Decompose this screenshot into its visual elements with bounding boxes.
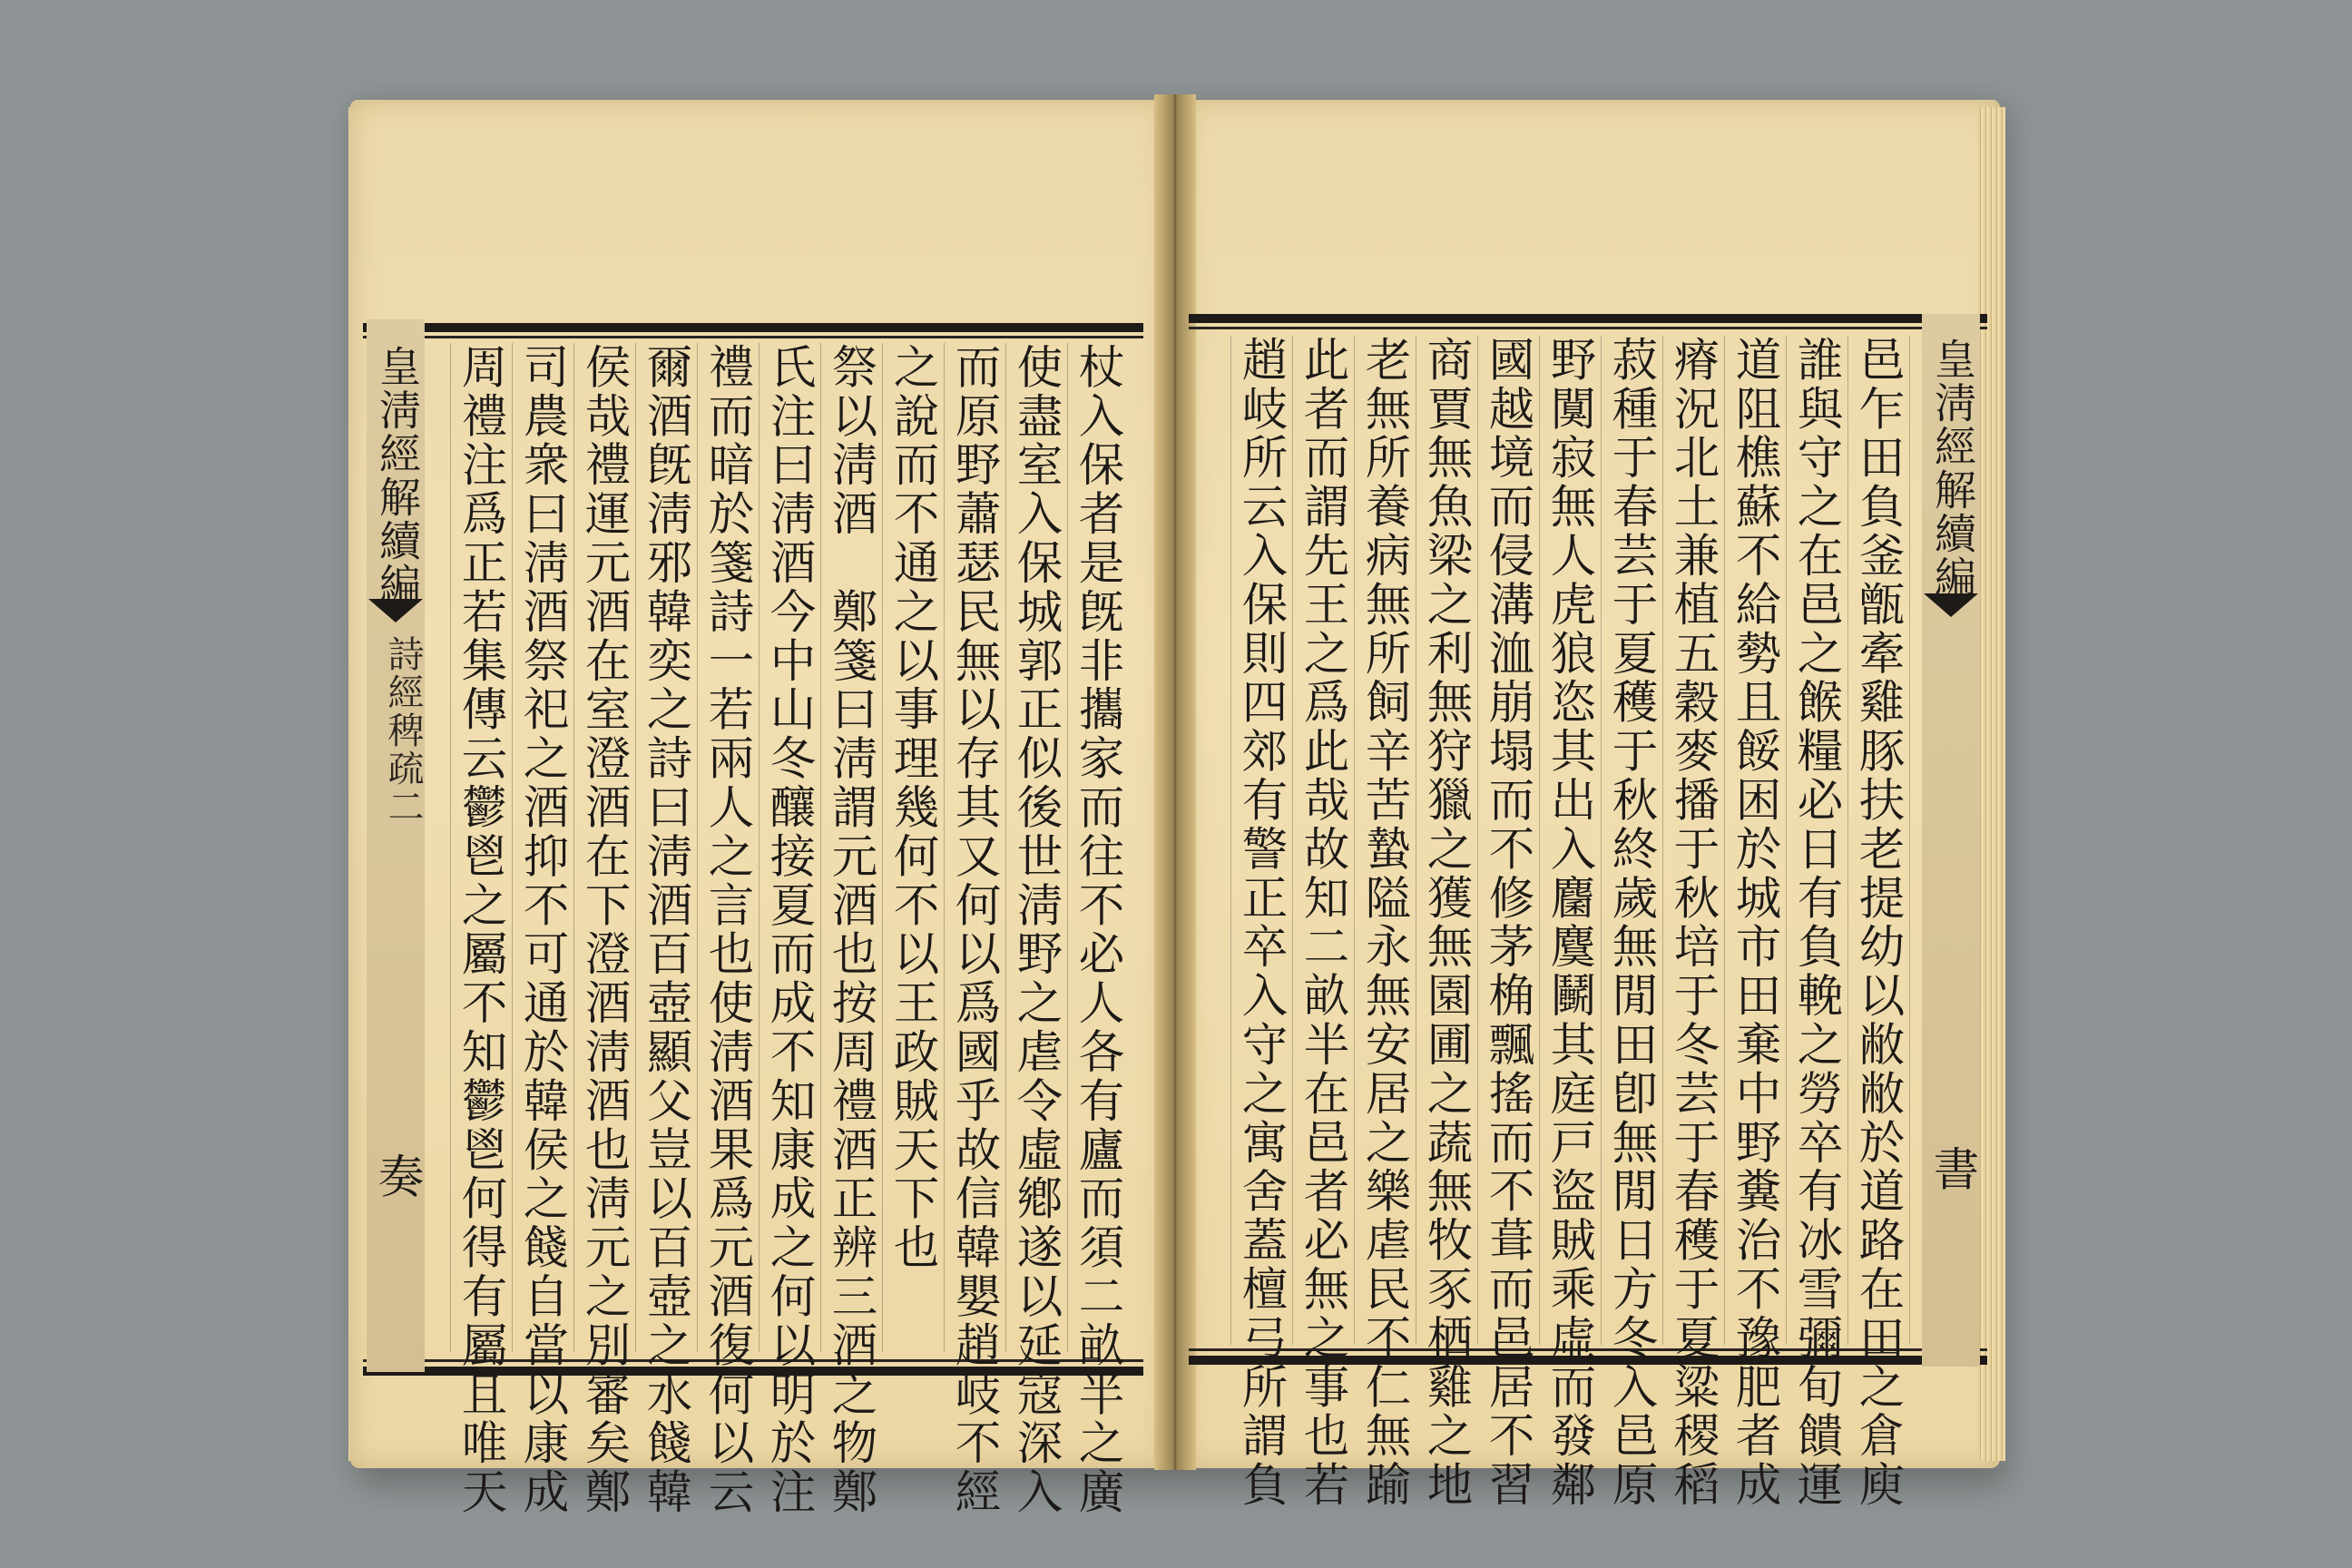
left-column-11	[454, 343, 508, 1517]
right-column-10	[1296, 336, 1350, 1510]
right-column-4-text: 瘠況北土兼植五穀麥播于秋培于冬芸于春穫于夏粱稷稻	[1667, 336, 1720, 1510]
right-folio-text: 書	[1926, 1145, 1980, 1194]
left-column-8-text: 爾酒旣淸邪韓奕之詩曰淸酒百壺顯父豈以百壺之水餞韓	[640, 343, 693, 1517]
left-edge-subtitle	[374, 635, 432, 826]
left-edge-subtitle-text: 詩經稗疏二	[382, 635, 424, 826]
right-column-rule	[1847, 336, 1848, 1345]
right-column-rule	[1477, 336, 1478, 1345]
left-column-9-text: 侯哉禮運元酒在室澄酒在下澄酒淸酒也淸元之別審矣鄭	[578, 343, 632, 1517]
left-column-8	[639, 343, 693, 1517]
right-column-5	[1604, 336, 1659, 1510]
left-column-rule	[820, 343, 821, 1352]
left-column-11-text: 周禮注爲正若集傳云鬱鬯之屬不知鬱鬯何得有屬且唯天	[455, 343, 508, 1517]
left-top-rule	[363, 323, 1143, 332]
left-column-1	[1071, 343, 1125, 1517]
right-column-6-text: 野闃寂無人虎狼恣其出入麕麌鬭其庭戸盜賊乘虛而發鄰	[1544, 336, 1597, 1510]
right-column-1	[1851, 336, 1906, 1510]
left-column-rule	[573, 343, 574, 1352]
right-column-rule	[1539, 336, 1540, 1345]
left-column-9	[577, 343, 632, 1517]
right-column-1-text: 邑乍田負釜甑牽雞豚扶老提幼以敝敝於道路在田之倉庾	[1852, 336, 1906, 1510]
right-column-10-text: 此者而謂先王之爲此哉故知二畝半在邑者必無之事也若	[1297, 336, 1350, 1510]
right-column-11-text: 趙岐所云入保則四郊有警正卒入守之寓舍蓋檀弓所謂負	[1235, 336, 1289, 1510]
right-column-9	[1357, 336, 1412, 1510]
left-top-rule-thin	[363, 336, 1143, 338]
right-column-8-text: 商賈無魚梁之利無狩獵之獲無園圃之蔬無牧豕栖雞之地	[1420, 336, 1474, 1510]
left-column-1-text: 杖入保者是旣非攜家而往不必人各有廬而須二畝半之廣	[1072, 343, 1125, 1517]
left-folio	[370, 1152, 425, 1201]
right-column-3-text: 道阻樵蘇不給勢且餒困於城市田棄中野糞治不豫肥者成	[1729, 336, 1782, 1510]
left-column-5	[824, 343, 878, 1517]
right-column-11	[1234, 336, 1289, 1510]
left-column-rule	[697, 343, 698, 1352]
right-edge-title-text: 皇淸經解續編	[1928, 338, 1977, 599]
left-column-rule	[450, 343, 451, 1352]
left-column-3-text: 而原野蕭瑟民無以存其又何以爲國乎故信韓嬰趙岐不經	[948, 343, 1002, 1517]
right-column-rule	[1724, 336, 1725, 1345]
right-column-7	[1481, 336, 1535, 1510]
left-column-3	[947, 343, 1002, 1517]
right-column-6	[1543, 336, 1597, 1510]
left-column-6-text: 氏注曰淸酒今中山冬釀接夏而成不知康成之何以明於注	[763, 343, 817, 1517]
right-column-2	[1789, 336, 1844, 1510]
right-page-edge	[1978, 107, 2005, 1461]
right-column-rule	[1786, 336, 1787, 1345]
left-column-rule	[512, 343, 513, 1352]
left-column-rule	[759, 343, 760, 1352]
left-column-rule	[635, 343, 636, 1352]
left-column-rule	[882, 343, 883, 1352]
left-column-4	[886, 343, 940, 1348]
right-edge-title	[1924, 338, 1982, 599]
right-folio	[1926, 1145, 1980, 1194]
right-column-3	[1728, 336, 1782, 1510]
left-column-5-text: 祭以淸酒 鄭箋曰淸謂元酒也按周禮酒正辨三酒之物鄭	[825, 343, 878, 1517]
right-column-rule	[1601, 336, 1602, 1345]
left-column-7-text: 禮而暗於箋詩一若兩人之言也使淸酒果爲元酒復何以云	[701, 343, 755, 1517]
right-column-4	[1666, 336, 1720, 1510]
right-column-2-text: 誰與守之在邑之餱糧必日有負輓之勞卒有冰雪彌旬饋運	[1790, 336, 1844, 1510]
left-column-10-text: 司農衆曰淸酒祭祀之酒抑不可通於韓侯之餞自當以康成	[516, 343, 570, 1517]
right-column-rule	[1909, 336, 1910, 1345]
left-edge-title	[368, 345, 426, 606]
right-column-7-text: 國越境而侵溝洫崩塌而不修茅桷飄搖而不葺而邑居不習	[1482, 336, 1535, 1510]
left-column-7	[701, 343, 755, 1517]
right-column-5-text: 菽種于春芸于夏穫于秋終歲無閒田卽無閒日方冬入邑原	[1605, 336, 1659, 1510]
right-top-rule	[1189, 314, 1987, 323]
left-column-4-text: 之說而不通之以事理幾何不以王政賊天下也	[887, 343, 940, 1273]
book-gutter	[1154, 94, 1196, 1470]
right-column-8	[1419, 336, 1474, 1510]
right-column-9-text: 老無所養病無所飼辛苦蟄隘永無安居之樂虐民不仁無踰	[1358, 336, 1412, 1510]
left-column-2	[1009, 343, 1063, 1517]
left-column-10	[515, 343, 570, 1517]
left-column-6	[762, 343, 817, 1517]
left-column-2-text: 使盡室入保城郭正似後世淸野之虐令虛鄕遂以延寇深入	[1010, 343, 1063, 1517]
right-column-rule	[1230, 336, 1231, 1345]
left-column-rule	[944, 343, 945, 1352]
left-column-rule	[1005, 343, 1006, 1352]
right-column-rule	[1354, 336, 1355, 1345]
left-edge-title-text: 皇淸經解續編	[373, 345, 422, 606]
right-column-rule	[1662, 336, 1663, 1345]
left-folio-text: 奏	[371, 1152, 425, 1201]
right-top-rule-thin	[1189, 327, 1987, 329]
left-column-rule	[1067, 343, 1068, 1352]
right-column-rule	[1292, 336, 1293, 1345]
